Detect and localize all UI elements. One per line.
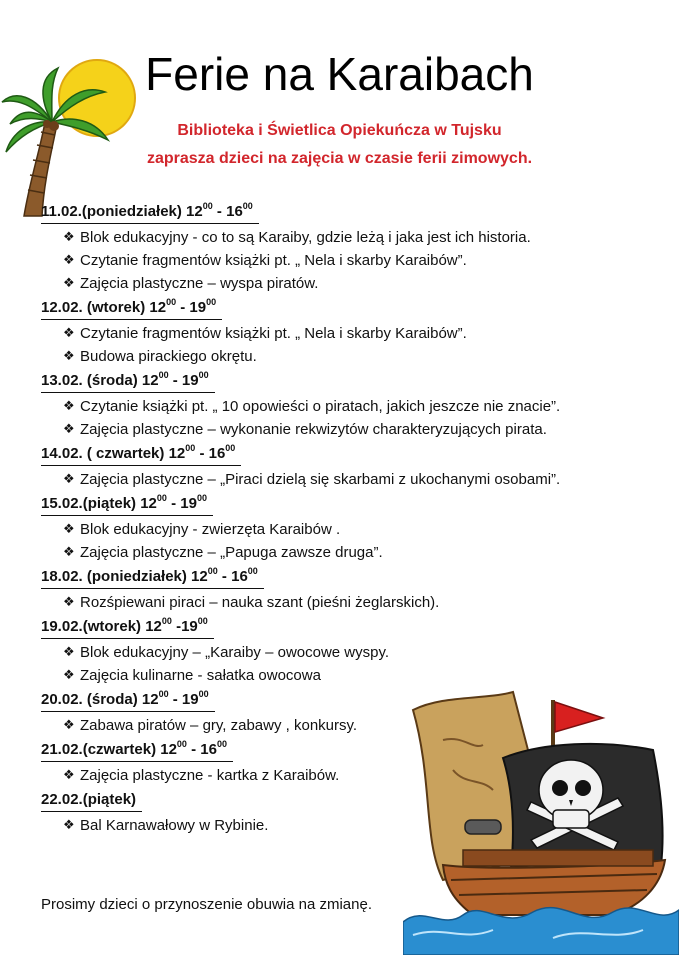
day-end: 00 (242, 201, 253, 211)
day-heading (41, 689, 215, 712)
day-sep: - 16 (186, 741, 217, 758)
day-sep: - 16 (212, 203, 243, 220)
schedule-day (41, 789, 661, 835)
day-heading (41, 297, 222, 320)
day-date: 15.02.(piątek) 12 (41, 495, 157, 512)
day-date: 20.02. (środa) 12 (41, 691, 159, 708)
day-heading (41, 789, 142, 812)
activity-item: ❖ Zajęcia plastyczne – wykonanie rekwizytów charakteryzujących pirata. (63, 420, 661, 439)
schedule-day (41, 689, 661, 735)
activity-item: ❖ Zajęcia kulinarne - sałatka owocowa (63, 666, 661, 685)
activity-item: ❖ Czytanie książki pt. „ 10 opowieści o piratach, jakich jeszcze nie znacie”. (63, 397, 661, 416)
activity-item: ❖ Zajęcia plastyczne – „Piraci dzielą się skarbami z ukochanymi osobami”. (63, 470, 661, 489)
day-heading (41, 493, 213, 516)
activity-item: ❖ Blok edukacyjny - co to są Karaiby, gdzie leżą i jaka jest ich historia. (63, 228, 661, 247)
page-title: Ferie na Karaibach (145, 48, 534, 100)
day-end: 00 (225, 443, 236, 453)
day-heading (41, 566, 264, 589)
day-start: 00 (158, 689, 169, 699)
subtitle-line-2: zaprasza dzieci na zajęcia w czasie ferii zimowych. (146, 150, 533, 167)
subtitle-line-1: Biblioteka i Świetlica Opiekuńcza w Tujsku (177, 122, 502, 139)
day-sep: - 19 (168, 691, 199, 708)
activity-item: ❖ Czytanie fragmentów książki pt. „ Nela i skarby Karaibów”. (63, 324, 661, 343)
day-sep: - 16 (195, 445, 226, 462)
day-sep: - 16 (217, 568, 248, 585)
day-sep: - 19 (176, 299, 207, 316)
schedule-day (41, 616, 661, 685)
day-heading (41, 201, 259, 224)
schedule-day (41, 493, 661, 562)
activity-item: ❖ Zajęcia plastyczne - kartka z Karaibów. (63, 766, 661, 785)
day-end: 00 (197, 616, 208, 626)
day-end: 00 (196, 493, 207, 503)
day-start: 00 (202, 201, 213, 211)
day-start: 00 (166, 297, 177, 307)
day-date: 18.02. (poniedziałek) 12 (41, 568, 208, 585)
day-date: 21.02.(czwartek) 12 (41, 741, 177, 758)
day-heading (41, 370, 215, 393)
day-start: 00 (185, 443, 196, 453)
activity-item: ❖ Blok edukacyjny - zwierzęta Karaibów . (63, 520, 661, 539)
day-start: 00 (158, 370, 169, 380)
day-heading (41, 616, 214, 639)
activity-item: ❖ Czytanie fragmentów książki pt. „ Nela i skarby Karaibów”. (63, 251, 661, 270)
day-date: 13.02. (środa) 12 (41, 372, 159, 389)
activity-item: ❖ Budowa pirackiego okrętu. (63, 347, 661, 366)
schedule-day (41, 201, 661, 293)
day-end: 00 (216, 739, 227, 749)
day-start: 00 (161, 616, 172, 626)
schedule-day (41, 297, 661, 366)
footer-note: Prosimy dzieci o przynoszenie obuwia na zmianę. (41, 896, 372, 913)
activity-item: ❖ Blok edukacyjny – „Karaiby – owocowe wyspy. (63, 643, 661, 662)
day-start: 00 (207, 566, 218, 576)
activity-item: ❖ Zajęcia plastyczne – wyspa piratów. (63, 274, 661, 293)
day-sep: -19 (171, 618, 198, 635)
day-start: 00 (156, 493, 167, 503)
day-date: 19.02.(wtorek) 12 (41, 618, 162, 635)
day-date: 22.02.(piątek) (41, 791, 137, 808)
day-date: 12.02. (wtorek) 12 (41, 299, 167, 316)
schedule-day (41, 566, 661, 612)
day-heading (41, 443, 241, 466)
ship-hull (443, 860, 665, 915)
activity-item: ❖ Rozśpiewani piraci – nauka szant (pieśni żeglarskich). (63, 593, 661, 612)
schedule-day (41, 370, 661, 439)
day-end: 00 (247, 566, 258, 576)
schedule-day (41, 443, 661, 489)
day-end: 00 (206, 297, 217, 307)
schedule-list (41, 201, 661, 839)
day-sep: - 19 (166, 495, 197, 512)
day-end: 00 (198, 370, 209, 380)
activity-item: ❖ Zajęcia plastyczne – „Papuga zawsze druga”. (63, 543, 661, 562)
day-date: 11.02.(poniedziałek) 12 (41, 203, 203, 220)
day-start: 00 (176, 739, 187, 749)
day-sep: - 19 (168, 372, 199, 389)
schedule-day (41, 739, 661, 785)
day-heading (41, 739, 233, 762)
activity-item: ❖ Bal Karnawałowy w Rybinie. (63, 816, 661, 835)
activity-item: ❖ Zabawa piratów – gry, zabawy , konkursy. (63, 716, 661, 735)
day-end: 00 (198, 689, 209, 699)
day-date: 14.02. ( czwartek) 12 (41, 445, 186, 462)
